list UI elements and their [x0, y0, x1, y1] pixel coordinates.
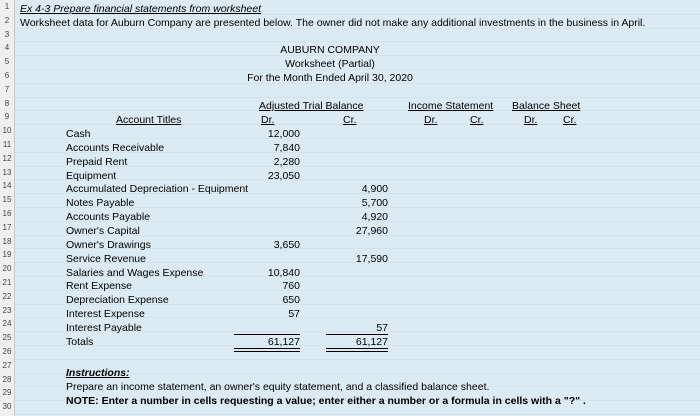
worksheet-subtitle: Worksheet (Partial)	[285, 58, 375, 70]
account-title: Notes Payable	[66, 197, 135, 210]
atb-debit-cell[interactable]: 7,840	[273, 141, 300, 154]
account-title: Accumulated Depreciation - Equipment	[66, 183, 249, 196]
row-number[interactable]: 25	[2, 333, 12, 343]
row-gridline	[15, 359, 700, 360]
account-title: Equipment	[66, 169, 117, 182]
dr-total-rule	[234, 334, 300, 335]
is-dr-header: Dr.	[424, 114, 438, 126]
bs-cr-header: Cr.	[563, 114, 577, 126]
row-number[interactable]: 5	[4, 57, 10, 67]
row-number[interactable]: 30	[2, 402, 12, 412]
atb-credit-cell[interactable]: 17,590	[355, 252, 388, 265]
row-number[interactable]: 16	[2, 209, 12, 218]
bs-dr-header: Dr.	[524, 114, 538, 126]
row-number[interactable]: 19	[2, 250, 12, 260]
row-gridline	[15, 179, 700, 180]
row-gridline	[15, 138, 700, 139]
row-number[interactable]: 3	[4, 29, 10, 39]
row-number[interactable]: 4	[4, 43, 10, 53]
account-title: Accounts Payable	[66, 211, 151, 224]
row-number[interactable]: 20	[2, 264, 12, 274]
atb-debit-cell[interactable]: 2,280	[273, 155, 300, 168]
row-number[interactable]: 18	[2, 236, 12, 246]
row-number[interactable]: 9	[4, 112, 10, 122]
row-number[interactable]: 8	[4, 98, 10, 108]
exercise-title: Ex 4-3 Prepare financial statements from worksheet	[20, 3, 262, 15]
atb-debit-cell[interactable]: 23,050	[267, 169, 300, 182]
row-number[interactable]: 1	[4, 2, 10, 11]
row-number[interactable]: 24	[2, 319, 12, 329]
row-gridline	[15, 97, 700, 98]
period-line: For the Month Ended April 30, 2020	[247, 72, 413, 84]
account-title: Depreciation Expense	[66, 294, 169, 307]
row-number[interactable]: 13	[2, 167, 12, 177]
row-number[interactable]: 26	[2, 347, 12, 356]
row-number[interactable]: 6	[4, 71, 10, 80]
account-titles-header: Account Titles	[116, 114, 182, 126]
atb-credit-cell[interactable]: 57	[376, 321, 388, 334]
atb-dr-header: Dr.	[261, 114, 275, 126]
income-statement-header: Income Statement	[408, 100, 494, 112]
atb-credit-cell[interactable]: 5,700	[361, 197, 388, 210]
row-number[interactable]: 17	[2, 222, 12, 232]
cr-total-rule	[326, 334, 388, 335]
note-text: NOTE: Enter a number in cells requesting a value; enter either a number or a formula in cells with a "?" .	[66, 395, 586, 407]
account-title: Rent Expense	[66, 280, 132, 293]
row-number[interactable]: 15	[2, 195, 12, 205]
account-title: Salaries and Wages Expense	[66, 266, 204, 279]
row-number[interactable]: 21	[2, 278, 12, 287]
atb-debit-cell[interactable]: 12,000	[267, 128, 300, 140]
row-number[interactable]: 22	[2, 291, 12, 301]
cr-double-rule	[326, 348, 388, 352]
account-title: Owner's Capital	[66, 224, 140, 237]
row-number[interactable]: 11	[2, 140, 12, 149]
instructions-text: Prepare an income statement, an owner's equity statement, and a classified balance sheet.	[66, 381, 490, 393]
row-number[interactable]: 28	[2, 374, 12, 384]
account-title: Accounts Receivable	[66, 141, 165, 154]
atb-credit-cell[interactable]: 61,127	[355, 335, 388, 348]
atb-debit-cell[interactable]: 61,127	[267, 335, 300, 348]
is-cr-header: Cr.	[470, 114, 484, 126]
dr-double-rule	[234, 348, 300, 352]
atb-credit-cell[interactable]: 4,900	[361, 183, 388, 196]
atb-debit-cell[interactable]: 650	[282, 294, 300, 307]
row-number[interactable]: 2	[4, 15, 10, 25]
atb-debit-cell[interactable]: 57	[288, 308, 300, 321]
row-number[interactable]: 7	[4, 84, 10, 94]
row-gridline	[15, 41, 700, 42]
atb-cr-header: Cr.	[343, 114, 357, 126]
account-title: Totals	[66, 335, 94, 348]
row-gridline	[15, 414, 700, 415]
row-number[interactable]: 12	[2, 153, 12, 163]
row-number[interactable]: 10	[2, 126, 12, 136]
atb-debit-cell[interactable]: 760	[282, 280, 300, 293]
account-title: Prepaid Rent	[66, 155, 128, 168]
atb-debit-cell[interactable]: 10,840	[267, 266, 300, 279]
company-name: AUBURN COMPANY	[280, 44, 380, 56]
row-number[interactable]: 14	[2, 181, 12, 191]
row-number[interactable]: 29	[2, 388, 12, 398]
atb-credit-cell[interactable]: 4,920	[361, 211, 388, 224]
atb-credit-cell[interactable]: 27,960	[355, 224, 388, 237]
row-number[interactable]: 23	[2, 305, 12, 315]
adjusted-trial-balance-header: Adjusted Trial Balance	[259, 100, 364, 112]
account-title: Owner's Drawings	[66, 238, 151, 251]
account-title: Service Revenue	[66, 252, 146, 265]
row-number[interactable]: 27	[2, 360, 12, 370]
intro-text: Worksheet data for Auburn Company are presented below. The owner did not make any additional investments in the business in April.	[20, 17, 646, 29]
atb-debit-cell[interactable]: 3,650	[273, 238, 300, 251]
instructions-label: Instructions:	[66, 367, 130, 379]
account-title: Interest Expense	[66, 308, 145, 321]
account-title: Cash	[66, 128, 91, 140]
balance-sheet-header: Balance Sheet	[512, 100, 581, 112]
account-title: Interest Payable	[66, 321, 142, 334]
